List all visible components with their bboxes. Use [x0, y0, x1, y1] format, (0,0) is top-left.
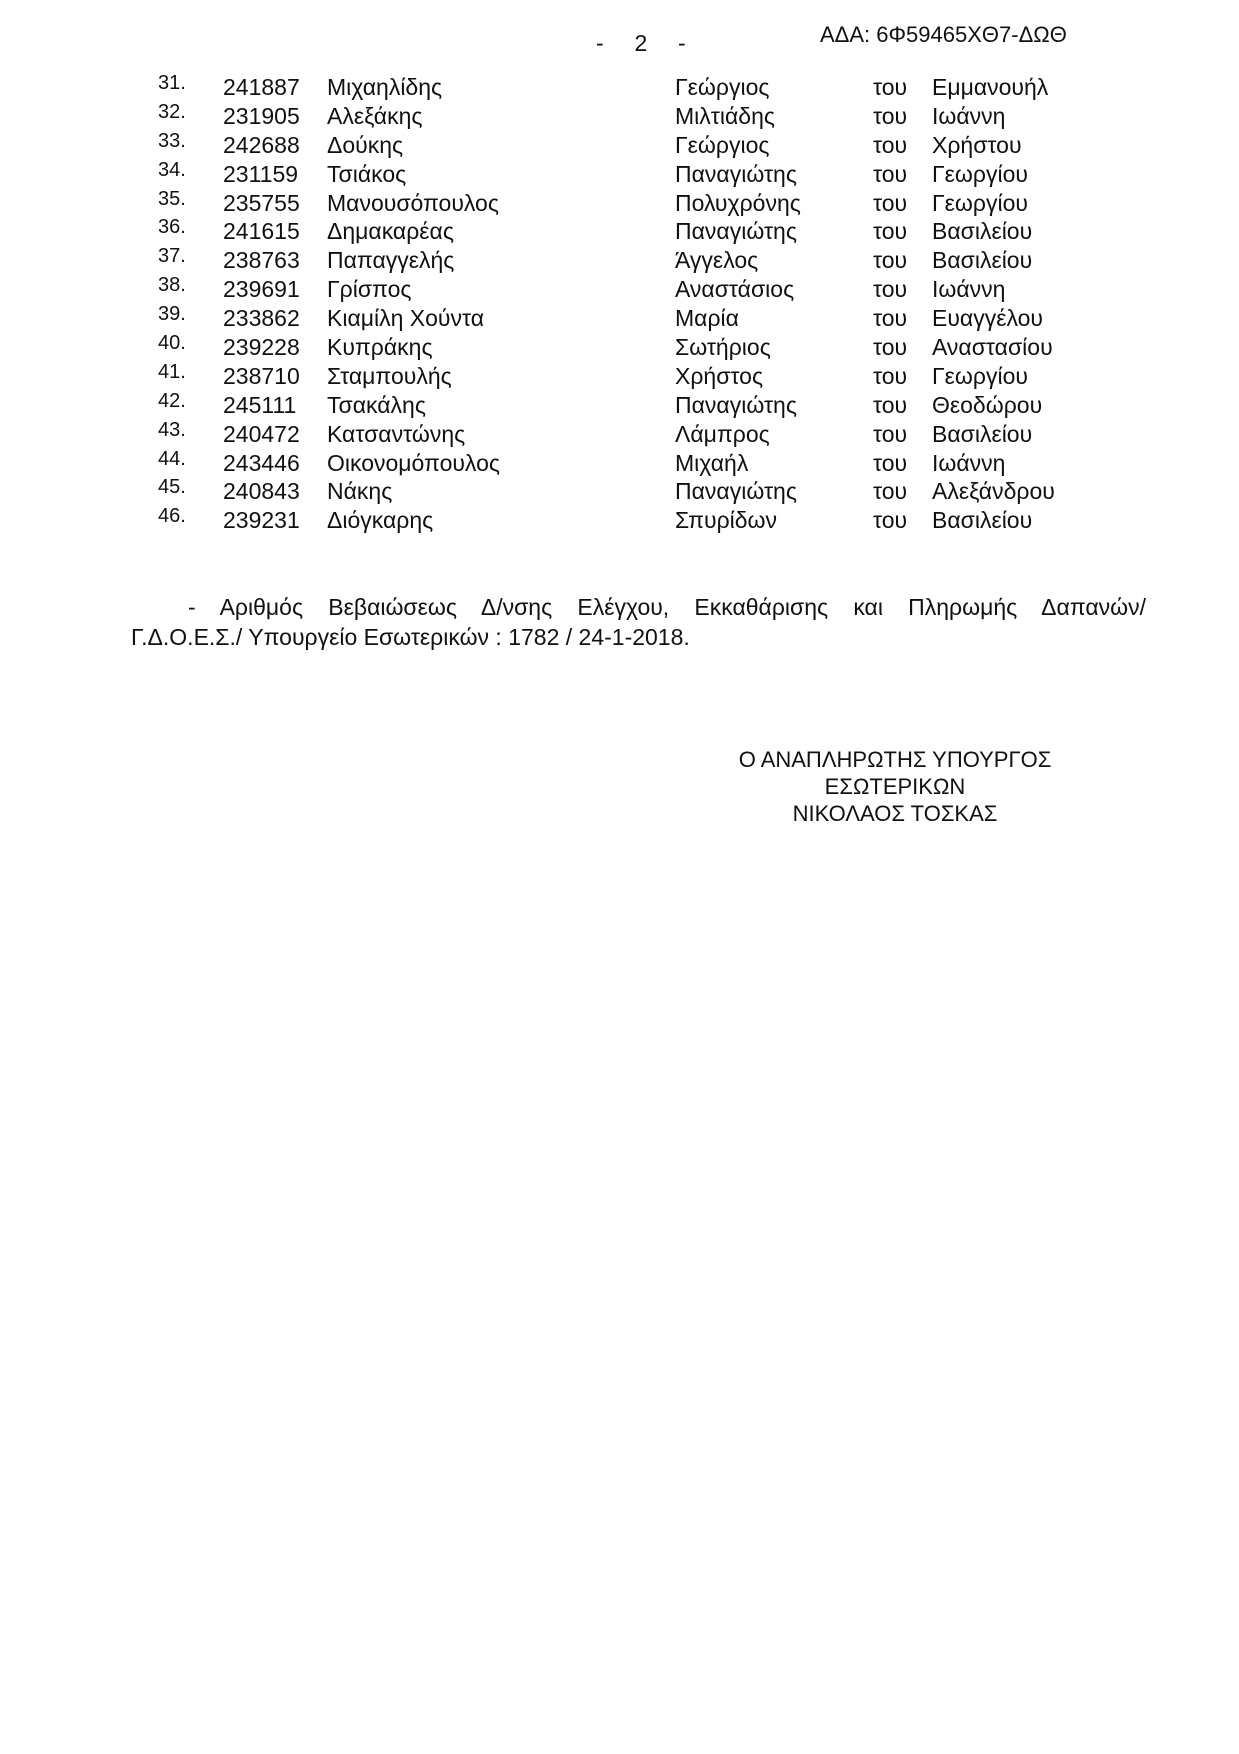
row-number: 37.	[158, 245, 186, 268]
page-number-value: 2	[634, 30, 648, 56]
list-item	[0, 362, 1239, 391]
father-name: Βασιλείου	[932, 507, 1033, 534]
father-name: Ιωάννη	[932, 449, 1006, 476]
list-item	[0, 275, 1239, 304]
father-name: Αναστασίου	[932, 334, 1053, 361]
first-name: Άγγελος	[675, 247, 759, 274]
first-name: Παναγιώτης	[675, 160, 797, 187]
registry-id: 235755	[223, 189, 300, 216]
row-number: 34.	[158, 158, 186, 181]
father-name: Γεωργίου	[932, 160, 1028, 187]
father-prefix: του	[873, 391, 908, 418]
list-item	[0, 102, 1239, 131]
registry-id: 233862	[223, 305, 300, 332]
father-prefix: του	[873, 276, 908, 303]
row-number: 32.	[158, 100, 186, 123]
page-number	[596, 30, 686, 57]
certification-paragraph	[131, 592, 1146, 652]
list-item	[0, 333, 1239, 362]
father-name: Θεοδώρου	[932, 391, 1043, 418]
registry-id: 238710	[223, 362, 300, 389]
first-name: Μιλτιάδης	[675, 102, 775, 129]
registry-id: 245111	[223, 391, 297, 418]
signature-name: ΝΙΚΟΛΑΟΣ ΤΟΣΚΑΣ	[792, 801, 998, 826]
father-prefix: του	[873, 160, 908, 187]
father-name: Ευαγγέλου	[932, 305, 1043, 332]
surname: Οικονομόπουλος	[327, 449, 500, 476]
list-item	[0, 217, 1239, 246]
list-item	[0, 420, 1239, 449]
surname: Κυπράκης	[327, 334, 433, 361]
row-number: 33.	[158, 129, 186, 152]
surname: Αλεξάκης	[327, 102, 423, 129]
registry-id: 240843	[223, 478, 300, 505]
father-name: Βασιλείου	[932, 247, 1033, 274]
first-name: Γεώργιος	[675, 74, 770, 100]
row-number: 44.	[158, 447, 186, 470]
registry-id: 231905	[223, 102, 300, 129]
registry-id: 243446	[223, 449, 300, 476]
registry-id: 239231	[223, 507, 300, 534]
surname: Κιαμίλη Χούντα	[327, 305, 485, 332]
ada-code: ΑΔΑ: 6Φ59465ΧΘ7-ΔΩΘ	[820, 22, 1067, 47]
surname: Σταμπουλής	[327, 362, 452, 389]
father-name: Ιωάννη	[932, 102, 1006, 129]
list-item	[0, 477, 1239, 506]
row-number: 43.	[158, 418, 186, 441]
page-number-prefix: -	[596, 30, 604, 56]
registry-id: 240472	[223, 420, 300, 447]
list-item	[0, 160, 1239, 189]
father-prefix: του	[873, 507, 908, 534]
list-item	[0, 506, 1239, 535]
signature-ministry: ΕΣΩΤΕΡΙΚΩΝ	[824, 774, 966, 799]
surname: Παπαγγελής	[327, 247, 455, 274]
first-name: Παναγιώτης	[675, 391, 797, 418]
page-number-suffix: -	[678, 30, 686, 56]
row-number: 46.	[158, 505, 186, 528]
father-prefix: του	[873, 362, 908, 389]
registry-id: 231159	[223, 160, 299, 187]
father-prefix: του	[873, 334, 908, 361]
list-item	[0, 73, 1239, 102]
certification-line-2: Γ.Δ.Ο.Ε.Σ./ Υπουργείο Εσωτερικών : 1782 / 24-1-2018.	[131, 624, 690, 650]
first-name: Λάμπρος	[675, 420, 770, 447]
father-name: Ιωάννη	[932, 276, 1006, 303]
signature-title: Ο ΑΝΑΠΛΗΡΩΤΗΣ ΥΠΟΥΡΓΟΣ	[738, 747, 1052, 772]
father-prefix: του	[873, 247, 908, 274]
row-number: 38.	[158, 274, 186, 297]
surname: Διόγκαρης	[327, 507, 434, 534]
surname: Κατσαντώνης	[327, 420, 466, 447]
row-number: 36.	[158, 216, 186, 239]
list-item	[0, 449, 1239, 478]
father-name: Εμμανουήλ	[932, 74, 1049, 100]
father-name: Αλεξάνδρου	[932, 478, 1055, 505]
registry-id: 242688	[223, 131, 300, 158]
father-prefix: του	[873, 74, 908, 100]
registry-id: 241615	[223, 218, 300, 245]
father-prefix: του	[873, 305, 908, 332]
surname: Νάκης	[327, 478, 393, 505]
list-item	[0, 304, 1239, 333]
first-name: Σωτήριος	[675, 334, 771, 361]
father-name: Βασιλείου	[932, 420, 1033, 447]
row-number: 31.	[158, 72, 186, 94]
first-name: Μαρία	[675, 305, 739, 332]
father-prefix: του	[873, 102, 908, 129]
surname: Μιχαηλίδης	[327, 74, 443, 100]
row-number: 45.	[158, 476, 186, 499]
first-name: Παναγιώτης	[675, 218, 797, 245]
surname: Μανουσόπουλος	[327, 189, 499, 216]
registry-id: 239228	[223, 334, 300, 361]
list-item	[0, 189, 1239, 218]
list-item	[0, 246, 1239, 275]
first-name: Αναστάσιος	[675, 276, 795, 303]
father-prefix: του	[873, 449, 908, 476]
row-number: 35.	[158, 187, 186, 210]
first-name: Παναγιώτης	[675, 478, 797, 505]
surname: Τσιάκος	[327, 160, 407, 187]
row-number: 42.	[158, 389, 186, 412]
father-name: Γεωργίου	[932, 362, 1028, 389]
surname: Δημακαρέας	[327, 218, 454, 245]
signature-block	[700, 746, 1090, 827]
list-item	[0, 391, 1239, 420]
row-number: 41.	[158, 360, 186, 383]
father-prefix: του	[873, 478, 908, 505]
certification-line-1: - Αριθμός Βεβαιώσεως Δ/νσης Ελέγχου, Εκκαθάρισης και Πληρωμής Δαπανών/	[188, 594, 1146, 620]
beneficiaries-list	[0, 73, 1239, 535]
father-prefix: του	[873, 420, 908, 447]
registry-id: 238763	[223, 247, 300, 274]
first-name: Πολυχρόνης	[675, 189, 801, 216]
father-prefix: του	[873, 131, 908, 158]
father-name: Γεωργίου	[932, 189, 1028, 216]
list-item	[0, 131, 1239, 160]
father-prefix: του	[873, 189, 908, 216]
surname: Γρίσπος	[327, 276, 412, 303]
registry-id: 241887	[223, 74, 300, 100]
first-name: Σπυρίδων	[675, 507, 778, 534]
surname: Δούκης	[327, 131, 404, 158]
first-name: Μιχαήλ	[675, 449, 749, 476]
first-name: Χρήστος	[675, 362, 764, 389]
first-name: Γεώργιος	[675, 131, 770, 158]
father-name: Βασιλείου	[932, 218, 1033, 245]
row-number: 39.	[158, 303, 186, 326]
registry-id: 239691	[223, 276, 300, 303]
row-number: 40.	[158, 332, 186, 355]
surname: Τσακάλης	[327, 391, 426, 418]
father-name: Χρήστου	[932, 131, 1022, 158]
father-prefix: του	[873, 218, 908, 245]
